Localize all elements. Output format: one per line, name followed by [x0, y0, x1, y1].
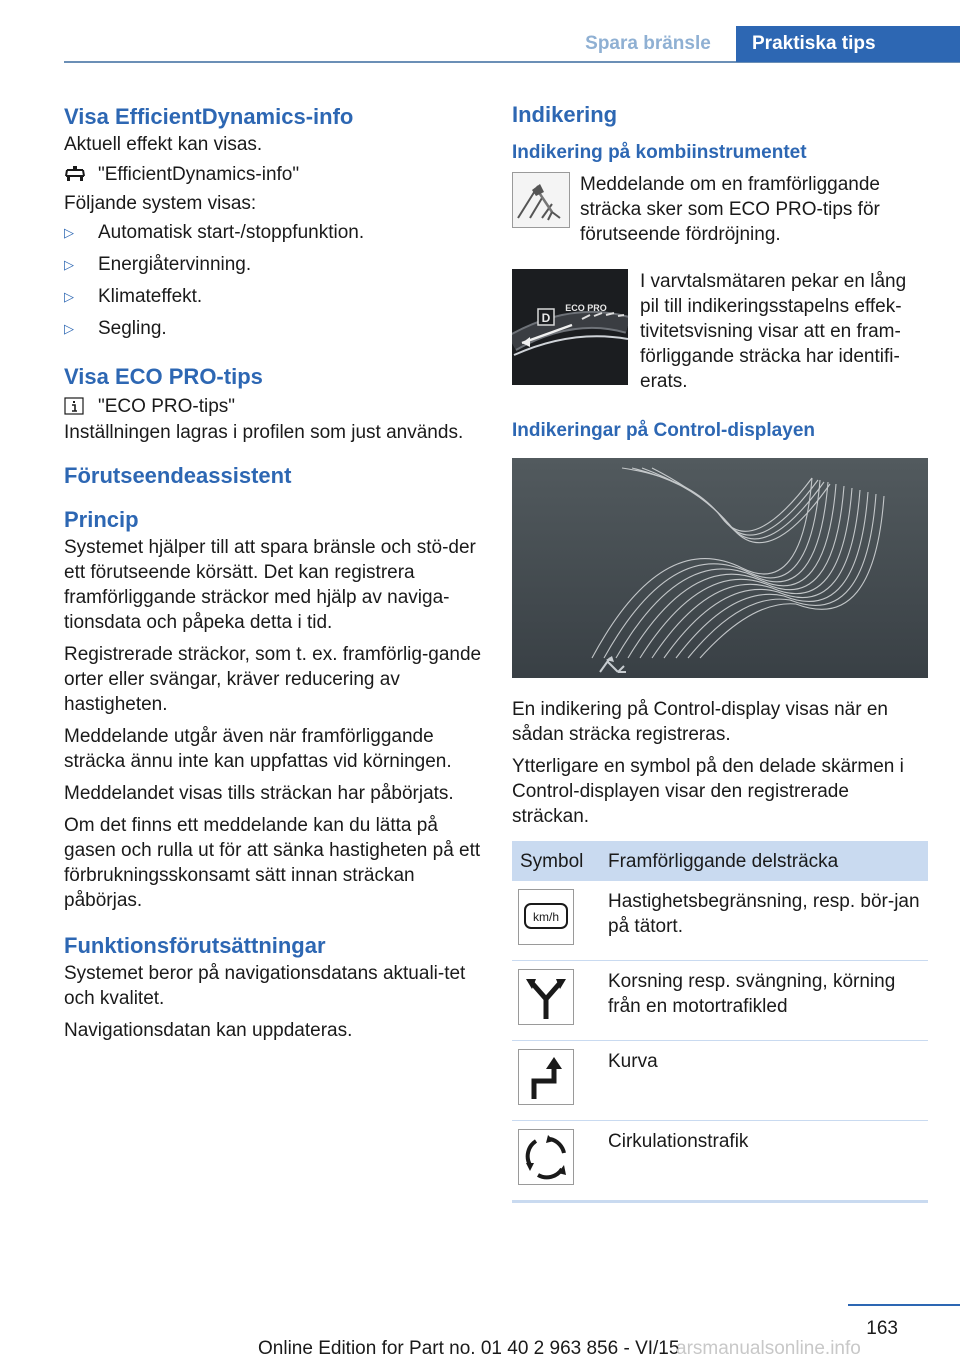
symbol-cell [512, 1041, 600, 1121]
page-number: 163 [866, 1318, 898, 1339]
column-header-symbol: Symbol [512, 841, 600, 881]
list-item: ▷ Klimateffekt. [64, 285, 203, 307]
desc-cell: Cirkulationstrafik [600, 1121, 928, 1202]
symbol-table [512, 841, 928, 1203]
symbol-cell [512, 1121, 600, 1202]
text-gauge: I varvtalsmätaren pekar en lång pil till indikeringsstapelns effek-tivitetsvisning visar att en fram-förliggande sträcka har identifi-erats. [640, 271, 907, 392]
column-header-desc: Framförliggande delsträcka [600, 841, 928, 881]
symbol-cell [512, 961, 600, 1041]
list-item: ▷ Automatisk start-/stoppfunktion. [64, 221, 365, 243]
left-column [64, 100, 484, 1043]
symbol-cell [512, 881, 600, 961]
text-paragraph-3: Meddelande utgår även när framförliggande sträcka ännu inte kan uppfattas vid körningen. [64, 726, 452, 772]
menu-path-efficient [64, 157, 484, 191]
heading-eco-pro: Visa ECO PRO-tips [64, 364, 263, 389]
menu-efficient-label: "EfficientDynamics-info" [98, 163, 300, 185]
text-paragraph-5: Om det finns ett meddelande kan du lätta på gasen och rulla ut för att sänka hastigheten på ett förbrukningsskonsamt sätt innan sträckan påbörjas. [64, 815, 481, 911]
rev-counter-image [512, 269, 628, 394]
triangle-bullet-icon: ▷ [64, 256, 74, 272]
control-display-image [512, 458, 928, 685]
desc-cell: Hastighetsbegränsning, resp. bör-jan på tätort. [600, 881, 928, 961]
text-profile: Inställningen lagras i profilen som just används. [64, 422, 464, 443]
table-row [512, 881, 928, 961]
heading-princip: Princip [64, 507, 139, 532]
text-control-1: En indikering på Control-display visas när en sådan sträcka registreras. [512, 699, 888, 745]
table-header-row [512, 841, 928, 881]
heading-kombiinstrumentet: Indikering på kombiinstrumentet [512, 142, 807, 163]
triangle-bullet-icon: ▷ [64, 320, 74, 336]
gauge-eco-label: ECO PRO [565, 303, 607, 313]
footer-rule [848, 1304, 960, 1306]
list-item: ▷ Segling. [64, 317, 167, 339]
eco-tip-image [512, 172, 570, 247]
text-system: Följande system visas: [64, 193, 257, 214]
menu-eco-label: "ECO PRO-tips" [98, 395, 236, 417]
text-effect: Aktuell effekt kan visas. [64, 134, 263, 155]
table-row [512, 1121, 928, 1202]
heading-efficientdynamics: Visa EfficientDynamics-info [64, 104, 354, 129]
triangle-bullet-icon: ▷ [64, 288, 74, 304]
system-list [64, 216, 484, 344]
heading-indikering: Indikering [512, 102, 618, 127]
info-menu-icon [64, 397, 98, 415]
tab-spara-bransle[interactable]: Spara bränsle [585, 33, 711, 54]
svg-text:km/h: km/h [532, 910, 560, 924]
text-paragraph-4: Meddelandet visas tills sträckan har påbörjats. [64, 783, 454, 804]
text-paragraph-1: Systemet hjälper till att spara bränsle och stö-der ett förutseende körsätt. Det kan registrera framförliggande sträckor med hjälp av naviga-tionsdata och påpeka detta i tid. [64, 537, 476, 633]
heading-forutseendeassistent: Förutseendeassistent [64, 463, 292, 488]
right-column [512, 100, 928, 1203]
gauge-d-label: D [541, 311, 551, 325]
desc-cell: Korsning resp. svängning, körning från en motortrafikled [600, 961, 928, 1041]
gauge-text-wrap [628, 269, 928, 394]
table-row [512, 961, 928, 1041]
junction-icon [518, 969, 574, 1025]
text-control-2: Ytterligare en symbol på den delade skärmen i Control-displayen visar den registrerade sträckan. [512, 756, 904, 827]
curve-icon [518, 1049, 574, 1105]
car-menu-icon [64, 166, 98, 182]
kombi-row [512, 172, 928, 247]
menu-path-eco [64, 392, 484, 420]
triangle-bullet-icon: ▷ [64, 224, 74, 240]
heading-control-displayen: Indikeringar på Control-displayen [512, 420, 815, 441]
text-paragraph-2: Registrerade sträckor, som t. ex. framförlig-gande orter eller svängar, kräver reducering av hastigheten. [64, 644, 482, 715]
tab-praktiska-tips[interactable]: Praktiska tips [736, 26, 960, 62]
text-paragraph-6: Systemet beror på navigationsdatans aktuali-tet och kvalitet. [64, 963, 466, 1009]
text-kombi: Meddelande om en framförliggande sträcka sker som ECO PRO-tips för förutseende fördröjning. [580, 174, 880, 245]
table-row [512, 1041, 928, 1121]
text-paragraph-7: Navigationsdatan kan uppdateras. [64, 1020, 353, 1041]
desc-cell: Kurva [600, 1041, 928, 1121]
list-item: ▷ Energiåtervinning. [64, 253, 252, 275]
kmh-sign-icon [518, 889, 574, 945]
edition-text: Online Edition for Part no. 01 40 2 963 856 - VI/15 [258, 1338, 680, 1359]
kombi-text-wrap [570, 172, 928, 247]
watermark: arsmanualsonline.info [676, 1338, 861, 1359]
gauge-row [512, 269, 928, 394]
roundabout-icon [518, 1129, 574, 1185]
heading-funktionsforutsattningar: Funktionsförutsättningar [64, 933, 326, 958]
